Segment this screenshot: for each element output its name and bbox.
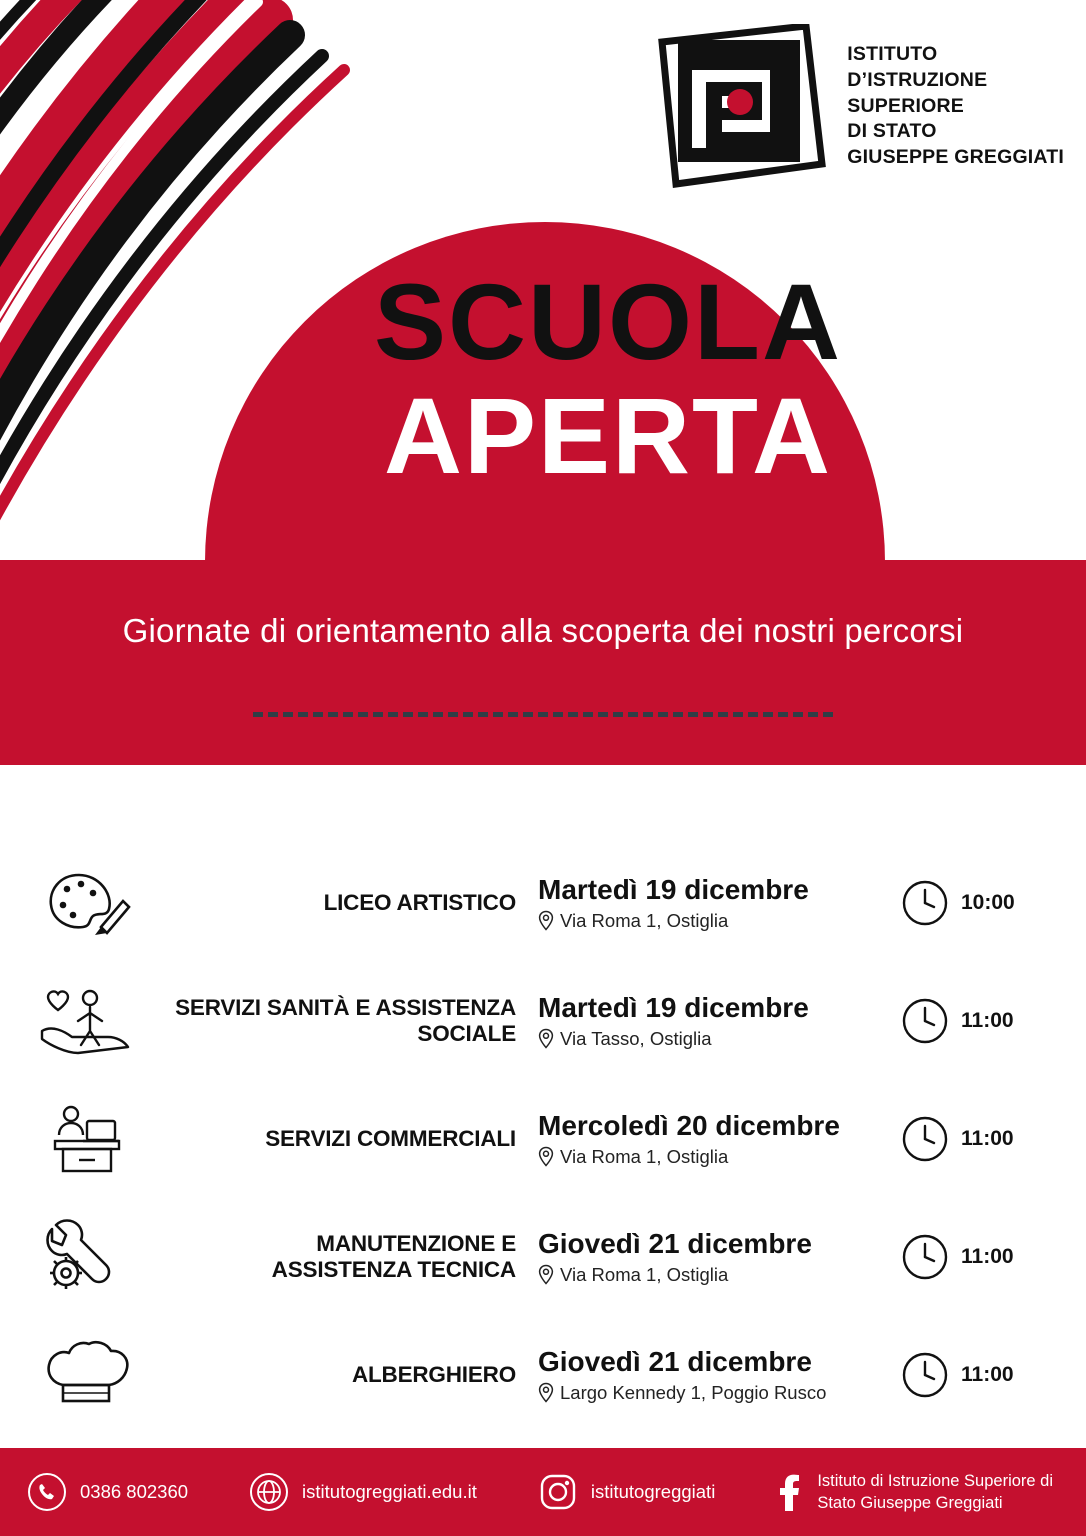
course-name: ALBERGHIERO: [351, 1361, 516, 1387]
clock-icon: [900, 878, 950, 928]
footer-phone[interactable]: [28, 1473, 188, 1511]
institute-name-line-1: ISTITUTO: [847, 42, 938, 65]
course-address: Via Roma 1, Ostiglia: [560, 909, 729, 931]
course-when: [530, 1110, 900, 1168]
palette-brush-icon: [0, 867, 175, 939]
course-address: Via Roma 1, Ostiglia: [560, 1145, 729, 1167]
course-when: [530, 874, 900, 932]
table-row: [0, 1091, 1086, 1186]
institute-logo: [654, 24, 1064, 189]
course-time-label: 11:00: [961, 1244, 1014, 1268]
course-location: [538, 1264, 900, 1286]
clock-icon: [900, 1232, 950, 1282]
wrench-gear-icon: [0, 1219, 175, 1295]
title-line-1: SCUOLA: [374, 261, 842, 382]
course-time-label: 11:00: [961, 1126, 1014, 1150]
course-time-label: 11:00: [961, 1008, 1014, 1032]
course-when: [530, 1346, 900, 1404]
table-row: [0, 973, 1086, 1068]
spiral-square-logo-icon: [654, 24, 829, 189]
footer-website[interactable]: [250, 1473, 477, 1511]
institute-name-line-5: GIUSEPPE GREGGIATI: [847, 146, 1064, 169]
globe-icon: [250, 1473, 288, 1511]
course-location: [538, 1146, 900, 1168]
poster-title: [0, 261, 1086, 497]
course-time: [900, 1350, 1014, 1400]
instagram-icon: [539, 1473, 577, 1511]
schedule-list: [0, 855, 1086, 1445]
course-location: [538, 910, 900, 932]
desk-computer-icon: [0, 1101, 175, 1177]
institute-name-line-3: SUPERIORE: [847, 94, 964, 117]
course-date: Giovedì 21 dicembre: [538, 1227, 812, 1259]
map-pin-icon: [538, 910, 554, 931]
course-location: [538, 1382, 900, 1404]
chef-hat-icon: [0, 1337, 175, 1413]
red-subtitle-band: [0, 560, 1086, 765]
course-time: [900, 1114, 1014, 1164]
course-name: LICEO ARTISTICO: [323, 889, 516, 915]
course-name: SERVIZI SANITÀ E ASSISTENZA SOCIALE: [175, 994, 516, 1046]
clock-icon: [900, 996, 950, 1046]
course-time-label: 11:00: [961, 1362, 1014, 1386]
footer-facebook-line-1: Istituto di Istruzione Superiore di: [817, 1471, 1054, 1490]
footer-website-label: istitutogreggiati.edu.it: [302, 1481, 477, 1502]
course-when: [530, 992, 900, 1050]
footer-facebook[interactable]: [777, 1470, 1053, 1515]
course-when: [530, 1228, 900, 1286]
course-time-label: 10:00: [961, 890, 1015, 914]
course-time: [900, 878, 1015, 928]
hand-heart-person-icon: [0, 983, 175, 1059]
footer-phone-label: 0386 802360: [80, 1481, 189, 1502]
institute-name: [847, 42, 1064, 172]
footer-instagram-label: istitutogreggiati: [590, 1481, 716, 1502]
course-date: Giovedì 21 dicembre: [538, 1345, 812, 1377]
course-address: Via Tasso, Ostiglia: [560, 1027, 712, 1049]
clock-icon: [900, 1114, 950, 1164]
table-row: [0, 1209, 1086, 1304]
table-row: [0, 1327, 1086, 1422]
footer-facebook-label: [817, 1470, 1053, 1515]
map-pin-icon: [538, 1382, 554, 1403]
course-time: [900, 996, 1014, 1046]
map-pin-icon: [538, 1264, 554, 1285]
course-address: Via Roma 1, Ostiglia: [560, 1263, 729, 1285]
course-location: [538, 1028, 900, 1050]
map-pin-icon: [538, 1028, 554, 1049]
course-time: [900, 1232, 1014, 1282]
phone-icon: [28, 1473, 66, 1511]
course-address: Largo Kennedy 1, Poggio Rusco: [560, 1381, 827, 1403]
footer-contacts: [0, 1448, 1086, 1536]
course-name: SERVIZI COMMERCIALI: [265, 1125, 516, 1151]
poster-subtitle: Giornate di orientamento alla scoperta dei nostri percorsi: [122, 612, 964, 649]
course-date: Mercoledì 20 dicembre: [538, 1109, 840, 1141]
course-date: Martedì 19 dicembre: [538, 991, 809, 1023]
footer-facebook-line-2: Stato Giuseppe Greggiati: [817, 1494, 1003, 1512]
institute-name-line-2: D’ISTRUZIONE: [847, 68, 988, 91]
course-date: Martedì 19 dicembre: [538, 873, 809, 905]
institute-name-line-4: DI STATO: [847, 120, 937, 143]
map-pin-icon: [538, 1146, 554, 1167]
course-name: MANUTENZIONE E ASSISTENZA TECNICA: [271, 1230, 516, 1282]
dashed-divider: [253, 712, 833, 717]
title-line-2: APERTA: [383, 375, 832, 496]
footer-instagram[interactable]: [539, 1473, 715, 1511]
clock-icon: [900, 1350, 950, 1400]
table-row: [0, 855, 1086, 950]
facebook-icon: [777, 1473, 803, 1511]
